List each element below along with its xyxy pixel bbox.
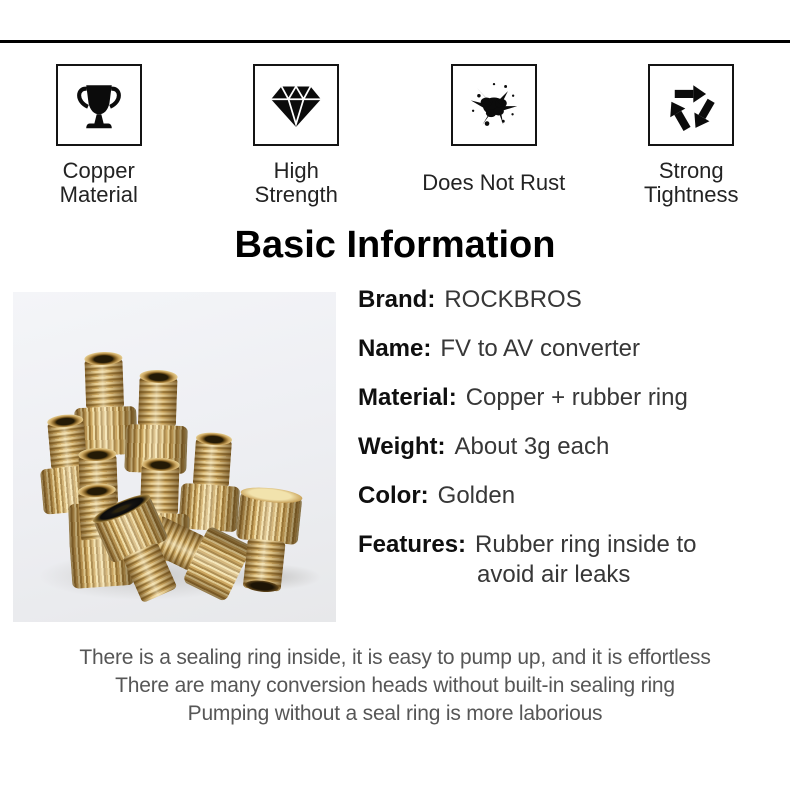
spec-value: FV to AV converter [440,335,640,362]
feature-label [60,158,138,208]
feature-label-line: Strong [658,158,724,183]
recycle-icon [662,76,720,134]
spec-row-brand [358,286,783,314]
spec-value: About 3g each [454,433,610,460]
spec-row-material [358,384,783,412]
spec-label: Material: [358,384,457,411]
feature-icon-box [648,64,734,146]
product-photo [13,292,336,622]
adapter-part [84,358,124,409]
top-divider-bar [0,40,790,43]
spec-label: Color: [358,482,429,509]
valve-adapter [230,483,305,593]
feature-strong-tightness [593,64,790,208]
feature-icon-box [253,64,339,146]
feature-label-line: Strength [254,182,338,207]
footer-note-line: Pumping without a seal ring is more laborious [187,702,603,725]
adapter-part [193,438,232,488]
feature-label-line: Tightness [643,182,739,207]
spec-value: Golden [437,482,516,509]
spec-list [358,286,783,588]
spec-row-name [358,335,783,363]
feature-label [644,158,739,208]
diamond-icon [267,76,325,134]
spec-label: Weight: [358,433,446,460]
feature-label [255,158,338,208]
feature-icon-box [56,64,142,146]
spec-label: Brand: [358,286,436,313]
spec-row-features [358,531,783,559]
adapter-part [138,376,178,427]
spec-value: Rubber ring inside to [475,531,697,558]
spec-label: Features: [358,531,467,558]
spec-value: Copper + rubber ring [465,384,688,411]
feature-copper-material [0,64,198,208]
feature-label-line: Does Not Rust [422,170,566,195]
feature-label-line: Material [59,182,138,207]
footer-note-line: There is a sealing ring inside, it is easy to pump up, and it is effortless [79,646,711,669]
feature-label-line: High [273,158,319,183]
feature-label-line: Copper [62,158,135,183]
spec-row-weight [358,433,783,461]
page-title: Basic Information [234,224,556,266]
feature-row [0,64,790,208]
spec-value: ROCKBROS [444,286,582,313]
feature-does-not-rust [395,64,593,208]
spec-label: Name: [358,335,432,362]
feature-icon-box [451,64,537,146]
spec-row-color [358,482,783,510]
feature-label [422,158,565,208]
trophy-icon [70,76,128,134]
footer-note-line: There are many conversion heads without built-in sealing ring [115,674,675,697]
footer-note [0,644,790,728]
feature-high-strength [198,64,396,208]
spec-value-line2: avoid air leaks [477,561,631,588]
ink-splatter-icon [465,76,523,134]
